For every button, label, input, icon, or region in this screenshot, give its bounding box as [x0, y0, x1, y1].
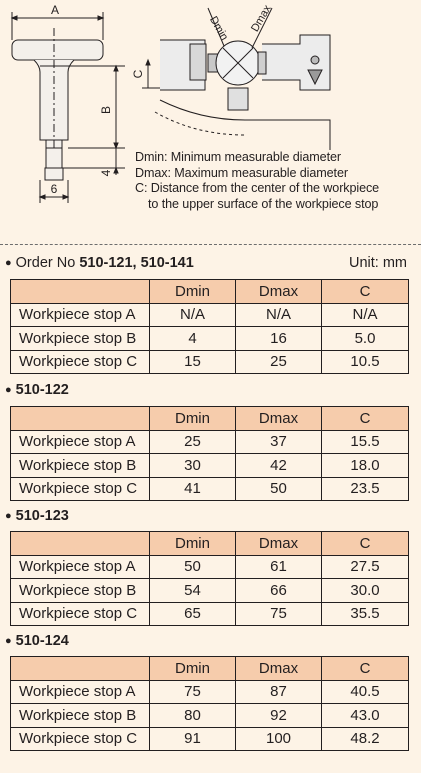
table-row [11, 327, 409, 351]
table-row [11, 430, 409, 454]
section-label-510-122: ● 510-122 [5, 382, 69, 398]
cell-dmax: 42 [236, 454, 322, 478]
dim-b-label: B [99, 105, 113, 115]
workpiece-stop-part-drawing [12, 12, 125, 150]
cell-dmin: 65 [150, 602, 236, 626]
order-prefix: Order No [15, 255, 80, 271]
header-dmax: Dmax [236, 280, 322, 304]
header-dmin: Dmin [150, 280, 236, 304]
table-row [11, 454, 409, 478]
cell-c: 10.5 [322, 350, 409, 374]
dashed-divider [0, 244, 421, 245]
cell-dmax: 87 [236, 680, 322, 704]
cell-dmin: 30 [150, 454, 236, 478]
dim-4-label: 4 [99, 169, 113, 177]
legend-c-line1: C: Distance from the center of the workpiece [135, 181, 380, 196]
header-blank-cell [11, 280, 150, 304]
unit-label: Unit: mm [349, 255, 407, 271]
cell-dmin: 25 [150, 430, 236, 454]
table-header-row [11, 657, 409, 681]
header-c: C [322, 407, 409, 431]
cell-dmin: 15 [150, 350, 236, 374]
header-blank-cell [11, 532, 150, 556]
cell-dmax: N/A [236, 303, 322, 327]
cell-dmin: 80 [150, 704, 236, 728]
spec-table-510-121-141 [10, 279, 409, 374]
dim-a-label: A [50, 3, 60, 17]
table-row [11, 704, 409, 728]
header-dmax: Dmax [236, 532, 322, 556]
workpiece-stop-tip-drawing [0, 145, 130, 205]
spec-table-510-123 [10, 531, 409, 626]
cell-dmax: 25 [236, 350, 322, 374]
row-label: Workpiece stop C [11, 602, 150, 626]
cell-dmax: 37 [236, 430, 322, 454]
cell-dmin: 54 [150, 579, 236, 603]
legend-c-line2: to the upper surface of the workpiece stop [148, 196, 379, 211]
section-label-510-124: ● 510-124 [5, 633, 69, 649]
header-dmin: Dmin [150, 407, 236, 431]
table-header-row [11, 532, 409, 556]
header-dmin: Dmin [150, 532, 236, 556]
dim-c-label: C [131, 69, 145, 79]
cell-c: 23.5 [322, 477, 409, 501]
dim-6-label: 6 [50, 182, 58, 196]
cell-dmax: 61 [236, 555, 322, 579]
diagram-legend [135, 150, 379, 212]
row-label: Workpiece stop A [11, 303, 150, 327]
cell-c: 35.5 [322, 602, 409, 626]
order-header [5, 255, 409, 271]
spec-table-510-122 [10, 406, 409, 501]
bullet-icon: ● [5, 635, 12, 647]
cell-dmax: 66 [236, 579, 322, 603]
cell-c: 27.5 [322, 555, 409, 579]
header-dmax: Dmax [236, 407, 322, 431]
legend-dmax: Dmax: Maximum measurable diameter [135, 165, 348, 180]
table-row [11, 602, 409, 626]
table-row [11, 555, 409, 579]
row-label: Workpiece stop B [11, 579, 150, 603]
header-c: C [322, 280, 409, 304]
row-label: Workpiece stop A [11, 680, 150, 704]
cell-dmax: 92 [236, 704, 322, 728]
header-c: C [322, 532, 409, 556]
order-numbers: 510-121, 510-141 [79, 255, 194, 271]
cell-c: N/A [322, 303, 409, 327]
workpiece-stop-diagram [0, 0, 421, 150]
row-label: Workpiece stop B [11, 327, 150, 351]
bullet-icon: ● [5, 510, 12, 522]
row-label: Workpiece stop B [11, 704, 150, 728]
table-row [11, 579, 409, 603]
row-label: Workpiece stop C [11, 477, 150, 501]
section-label-510-123: ● 510-123 [5, 508, 69, 524]
header-blank-cell [11, 407, 150, 431]
cell-dmax: 75 [236, 602, 322, 626]
table-row [11, 680, 409, 704]
table-header-row [11, 280, 409, 304]
row-label: Workpiece stop A [11, 555, 150, 579]
table-header-row [11, 407, 409, 431]
cell-c: 43.0 [322, 704, 409, 728]
spec-table-510-124 [10, 656, 409, 751]
cell-dmin: N/A [150, 303, 236, 327]
cell-c: 15.5 [322, 430, 409, 454]
table-row [11, 477, 409, 501]
row-label: Workpiece stop A [11, 430, 150, 454]
header-dmax: Dmax [236, 657, 322, 681]
table-row [11, 350, 409, 374]
cell-c: 48.2 [322, 727, 409, 751]
gauge-ball-drawing [142, 8, 330, 150]
cell-dmin: 75 [150, 680, 236, 704]
table-row [11, 727, 409, 751]
cell-dmin: 50 [150, 555, 236, 579]
cell-dmin: 91 [150, 727, 236, 751]
dmin-label: Dmin [206, 14, 231, 43]
cell-dmin: 4 [150, 327, 236, 351]
cell-c: 40.5 [322, 680, 409, 704]
row-label: Workpiece stop C [11, 350, 150, 374]
row-label: Workpiece stop B [11, 454, 150, 478]
cell-c: 18.0 [322, 454, 409, 478]
cell-dmax: 16 [236, 327, 322, 351]
cell-dmin: 41 [150, 477, 236, 501]
table-row [11, 303, 409, 327]
dmax-label: Dmax [249, 3, 274, 34]
bullet-icon: ● [5, 257, 12, 269]
legend-dmin: Dmin: Minimum measurable diameter [135, 150, 341, 164]
cell-dmax: 100 [236, 727, 322, 751]
cell-c: 5.0 [322, 327, 409, 351]
bullet-icon: ● [5, 384, 12, 396]
cell-dmax: 50 [236, 477, 322, 501]
header-blank-cell [11, 657, 150, 681]
row-label: Workpiece stop C [11, 727, 150, 751]
header-dmin: Dmin [150, 657, 236, 681]
header-c: C [322, 657, 409, 681]
cell-c: 30.0 [322, 579, 409, 603]
